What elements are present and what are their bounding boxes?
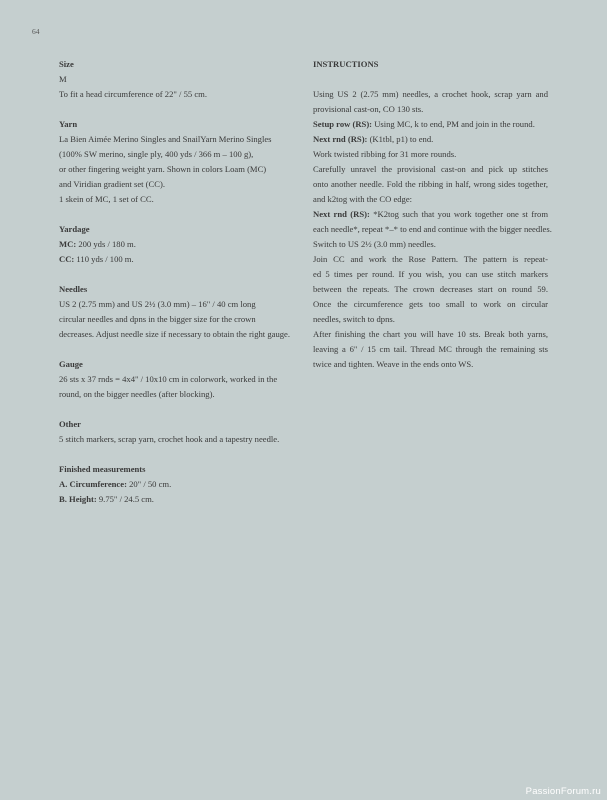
yarn-line: 1 skein of MC, 1 set of CC. (59, 194, 154, 204)
instructions-line: After finishing the chart you will have 10 sts. Break both yarns, (313, 329, 548, 339)
next-round-1-label: Next rnd (RS): (313, 134, 368, 144)
needles-line: US 2 (2.75 mm) and US 2½ (3.0 mm) – 16" / 40 cm long (59, 299, 256, 309)
materials-column (59, 57, 303, 522)
page-number: 64 (32, 27, 40, 36)
finished-a-value: 20" / 50 cm. (126, 479, 172, 489)
instructions-line: leaving a 6" / 15 cm tail. Thread MC through the remaining sts (313, 344, 548, 354)
instructions-line: twice and tighten. Weave in the ends onto WS. (313, 359, 474, 369)
other-heading: Other (59, 419, 81, 429)
yarn-line: or other fingering weight yarn. Shown in colors Loam (MC) (59, 164, 267, 174)
instructions-line: Switch to US 2½ (3.0 mm) needles. (313, 239, 436, 249)
yardage-cc-label: CC: (59, 254, 75, 264)
instructions-line: between the repeats. The crown decreases start on round 59. (313, 284, 548, 294)
instructions-line: Using US 2 (2.75 mm) needles, a crochet hook, scrap yarn and (313, 89, 548, 99)
instructions-line: ed 5 times per round. If you wish, you can use stitch markers (313, 269, 548, 279)
finished-circumference (59, 477, 303, 492)
yardage-section (59, 222, 303, 267)
finished-heading: Finished measurements (59, 464, 146, 474)
yarn-line: and Viridian gradient set (CC). (59, 179, 166, 189)
finished-section (59, 462, 303, 507)
needles-line: decreases. Adjust needle size if necessary to obtain the right gauge. (59, 329, 290, 339)
needles-heading: Needles (59, 284, 88, 294)
next-round-1 (313, 132, 548, 147)
instructions-heading: INSTRUCTIONS (313, 59, 379, 69)
yarn-heading: Yarn (59, 119, 78, 129)
setup-row-label: Setup row (RS): (313, 119, 373, 129)
instructions-line: Once the circumference gets too small to work on circular (313, 299, 548, 309)
gauge-section (59, 357, 303, 402)
instructions-line: Carefully unravel the provisional cast-on and pick up stitches (313, 164, 548, 174)
yardage-mc-label: MC: (59, 239, 77, 249)
yardage-heading: Yardage (59, 224, 90, 234)
next-round-1-text: (K1tbl, p1) to end. (367, 134, 434, 144)
gauge-line: 26 sts x 37 rnds = 4x4" / 10x10 cm in colorwork, worked in the (59, 374, 278, 384)
watermark: PassionForum.ru (525, 786, 601, 797)
finished-b-value: 9.75" / 24.5 cm. (96, 494, 154, 504)
size-line: M (59, 74, 67, 84)
size-section (59, 57, 303, 102)
needles-section (59, 282, 303, 342)
yardage-cc-value: 110 yds / 100 m. (74, 254, 134, 264)
setup-row (313, 117, 548, 132)
needles-line: circular needles and dpns in the bigger size for the crown (59, 314, 256, 324)
other-section (59, 417, 303, 447)
next-round-2-label: Next rnd (RS): (313, 209, 370, 219)
instructions-line: Work twisted ribbing for 31 more rounds. (313, 149, 457, 159)
instructions-line: provisional cast-on, CO 130 sts. (313, 104, 424, 114)
finished-height (59, 492, 303, 507)
yarn-section (59, 117, 303, 207)
setup-row-text: Using MC, k to end, PM and join in the round. (372, 119, 535, 129)
instructions-line: each needle*, repeat *–* to end and continue with the bigger needles. (313, 224, 552, 234)
instructions-line: needles, switch to dpns. (313, 314, 395, 324)
gauge-line: round, on the bigger needles (after blocking). (59, 389, 215, 399)
other-line: 5 stitch markers, scrap yarn, crochet hook and a tapestry needle. (59, 434, 280, 444)
size-line: To fit a head circumference of 22" / 55 cm. (59, 89, 207, 99)
instructions-line: Join CC and work the Rose Pattern. The pattern is repeat- (313, 254, 548, 264)
yarn-line: La Bien Aimée Merino Singles and SnailYarn Merino Singles (59, 134, 272, 144)
yardage-cc (59, 252, 303, 267)
yarn-line: (100% SW merino, single ply, 400 yds / 366 m – 100 g), (59, 149, 254, 159)
gauge-heading: Gauge (59, 359, 83, 369)
size-heading: Size (59, 59, 74, 69)
instructions-column (313, 57, 552, 372)
finished-a-label: A. Circumference: (59, 479, 127, 489)
finished-b-label: B. Height: (59, 494, 97, 504)
next-round-2-text: *K2tog such that you work together one st from (369, 209, 549, 219)
instructions-line: and k2tog with the CO edge: (313, 194, 413, 204)
instructions-line: onto another needle. Fold the ribbing in half, wrong sides together, (313, 179, 548, 189)
yardage-mc-value: 200 yds / 180 m. (76, 239, 136, 249)
next-round-2 (313, 207, 548, 222)
yardage-mc (59, 237, 303, 252)
